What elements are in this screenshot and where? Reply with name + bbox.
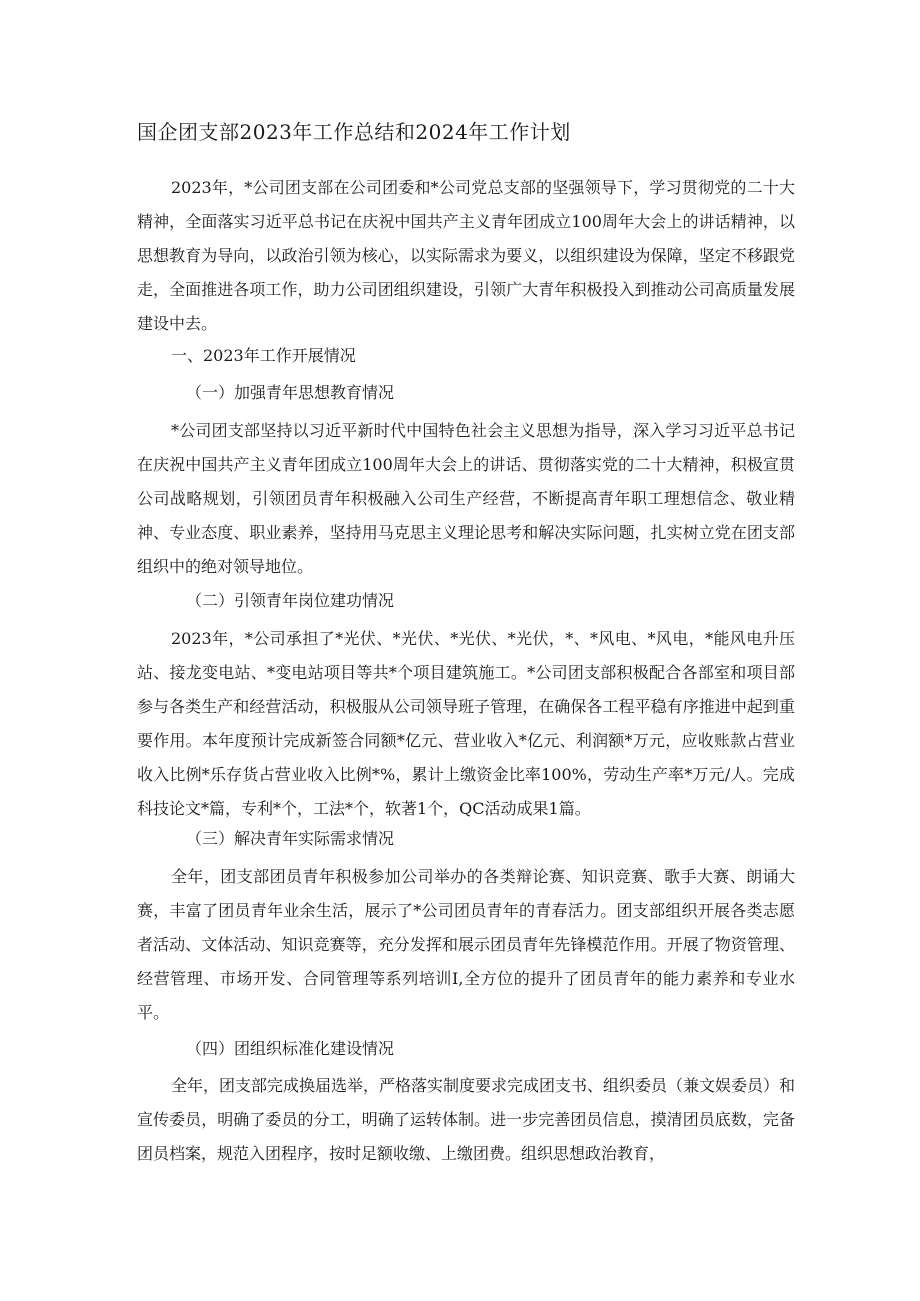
subsection-body-4: 全年，团支部完成换届选举，严格落实制度要求完成团支书、组织委员（兼文娱委员）和宣传委员，明确了委员的分工，明确了运转体制。进一步完善团员信息，摸清团员底数，完备团员档案，规范入团程序，按时足额收缴、上缴团费。组织思想政治教育， bbox=[137, 1076, 796, 1163]
section-heading-1: 一、2023年工作开展情况 bbox=[171, 346, 356, 365]
subsection-body-3: 全年，团支部团员青年积极参加公司举办的各类辩论赛、知识竞赛、歌手大赛、朗诵大赛，丰富了团员青年业余生活，展示了*公司团员青年的青春活力。团支部组织开展各类志愿者活动、文体活动、知识竞赛等，充分发挥和展示团员青年先锋模范作用。开展了物资管理、经营管理、市场开发、合同管理等系列培训I,全方位的提升了团员青年的能力素养和专业水平。 bbox=[137, 867, 795, 1022]
subsection-heading-1: （一）加强青年思想教育情况 bbox=[186, 383, 395, 402]
subsection-heading-3: （三）解决青年实际需求情况 bbox=[186, 829, 395, 848]
subsection-heading-2: （二）引领青年岗位建功情况 bbox=[186, 591, 395, 610]
subsection-body-2: 2023年，*公司承担了*光伏、*光伏、*光伏、*光伏，*、*风电、*风电，*能风电升压站、接龙变电站、*变电站项目等共*个项目建筑施工。*公司团支部积极配合各部室和项目部参与各类生产和经营活动，积极服从公司领导班子管理，在确保各工程平稳有序推进中起到重要作用。本年度预计完成新签合同额*亿元、营业收入*亿元、利润额*万元，应收账款占营业收入比例*乐存货占营业收入比例*%，累计上缴资金比率100%，劳动生产率*万元/人。完成科技论文*篇，专利*个，工法*个，软著1个，QC活动成果1篇。 bbox=[137, 629, 795, 818]
document-title: 国企团支部2023年工作总结和2024年工作计划 bbox=[137, 120, 571, 144]
subsection-heading-4: （四）团组织标准化建设情况 bbox=[186, 1039, 395, 1058]
subsection-body-1: *公司团支部坚持以习近平新时代中国特色社会主义思想为指导，深入学习习近平总书记在庆祝中国共产主义青年团成立100周年大会上的讲话、贯彻落实党的二十大精神，积极宣贯公司战略规划，引领团员青年积极融入公司生产经营，不断提高青年职工理想信念、敬业精神、专业态度、职业素养，坚持用马克思主义理论思考和解决实际问题，扎实树立党在团支部组织中的绝对领导地位。 bbox=[137, 421, 795, 576]
intro-paragraph: 2023年，*公司团支部在公司团委和*公司党总支部的坚强领导下，学习贯彻党的二十大精神，全面落实习近平总书记在庆祝中国共产主义青年团成立100周年大会上的讲话精神，以思想教育为导向，以政治引领为核心，以实际需求为要义，以组织建设为保障，坚定不移跟党走，全面推进各项工作，助力公司团组织建设，引领广大青年积极投入到推动公司高质量发展建设中去。 bbox=[137, 178, 795, 333]
